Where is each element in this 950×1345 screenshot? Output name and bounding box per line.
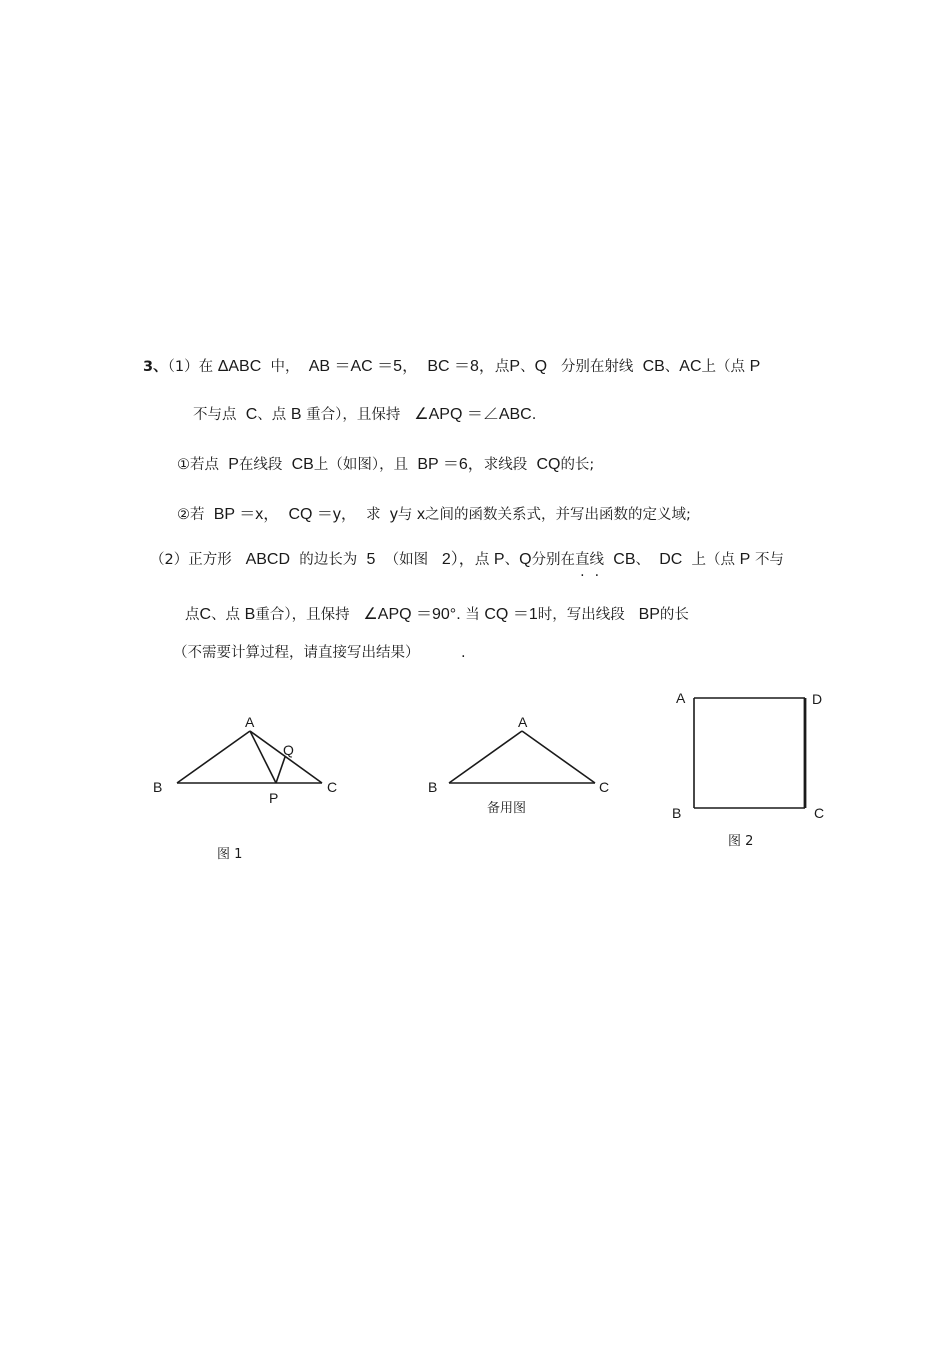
segment-ap [250,731,276,783]
spare-label-c: C [599,779,610,795]
fig1-label-p: P [269,790,279,806]
problem-3-line-2: 不与点 C、点 B 重合），且保持 ∠APQ ＝∠ABC. [193,406,537,423]
part-2-line-1: （2）正方形 ABCD 的边长为 5 （如图 2），点 P、Q分别在直线 CB、 DC 上（点 P 不与 [150,551,784,568]
fig1-label-b: B [153,779,163,795]
spare-segment-ac [522,731,595,783]
fig1-label-a: A [245,714,255,730]
fig2-label-c: C [814,805,825,821]
fig2-label-a: A [676,690,686,706]
sub-question-1: ①若点 P在线段 CB上（如图），且 BP ＝6，求线段 CQ的长; [177,456,595,473]
figure-2 [694,698,805,808]
emphasis-char: 线 [589,552,605,568]
spare-segment-ba [449,731,522,783]
problem-3-line-1: 3、（1）在 ΔABC 中， AB ＝AC ＝5， BC ＝8，点P、Q 分别在射线 CB、AC上（点 P [143,358,761,375]
emphasis-char: 直 [575,552,590,568]
sub-question-2: ②若 BP ＝x， CQ ＝y， 求 y与 x之间的函数关系式，并写出函数的定义域; [177,506,691,523]
figure-spare [449,731,595,783]
fig2-label-d: D [812,691,823,707]
fig1-label-c: C [327,779,338,795]
part-2-line-2: 点C、点 B重合），且保持 ∠APQ ＝90°. 当 CQ ＝1时，写出线段 BP的长 [185,606,689,623]
angle-condition: ∠APQ ＝∠ABC [414,406,532,423]
spare-label-b: B [428,779,438,795]
fig1-caption: 图 1 [217,847,243,862]
segment-pq [276,757,285,783]
spare-caption: 备用图 [487,801,527,816]
segment-ba [177,731,250,783]
fig2-caption: 图 2 [728,834,754,849]
fig1-label-q: Q [283,742,294,758]
triangle-abc: ΔABC [217,358,262,375]
figure-1 [177,731,322,783]
angle-condition-2: ∠APQ ＝90°. [363,606,461,623]
part-2-line-3: （不需要计算过程，请直接写出结果） . [173,645,466,661]
fig2-label-b: B [672,805,682,821]
spare-label-a: A [518,714,528,730]
problem-number: 3、 [143,359,168,375]
